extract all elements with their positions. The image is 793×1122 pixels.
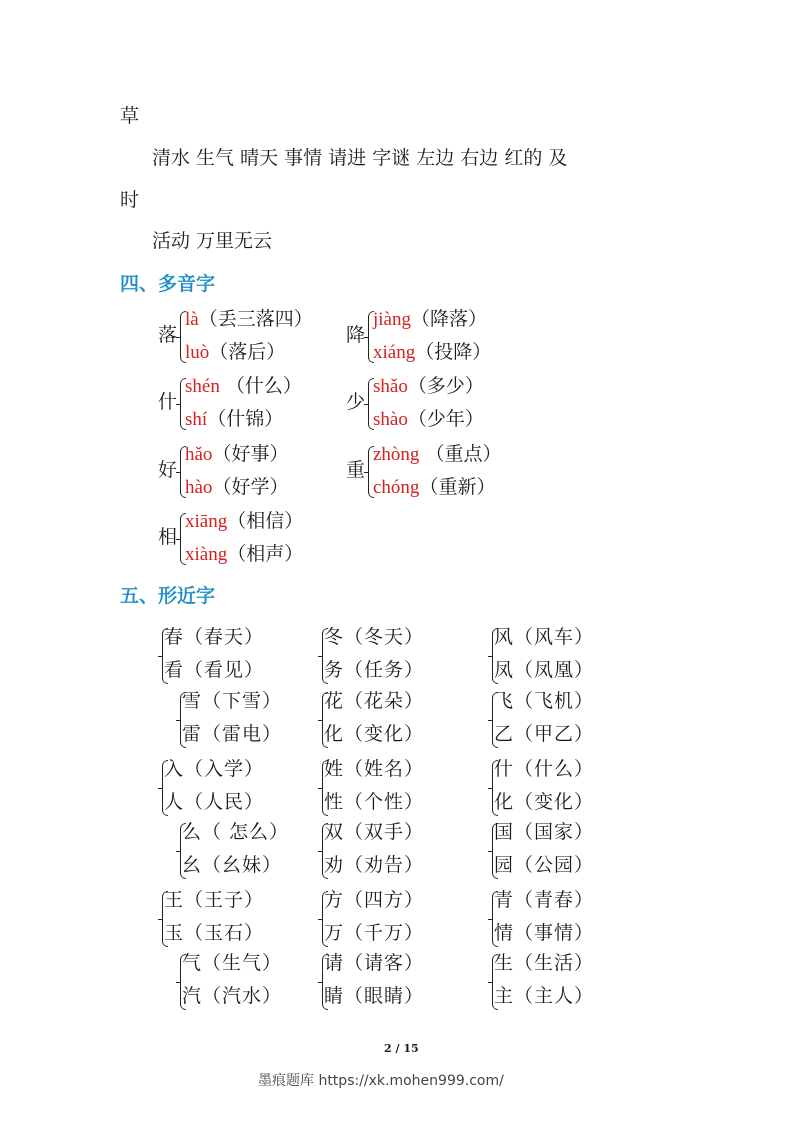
similar-char-item: 雪（下雪）	[182, 690, 283, 712]
example-word: （什锦）	[207, 408, 284, 430]
polyphone-reading	[373, 340, 491, 365]
example-word: （丢三落四）	[198, 308, 313, 330]
similar-char-item: 雷（雷电）	[182, 723, 283, 745]
pinyin: shào	[373, 409, 408, 430]
polyphone-char: 重	[346, 459, 366, 481]
similar-char-item: 万（千万）	[324, 922, 425, 944]
polyphone-reading	[373, 307, 487, 332]
polyphone-char: 相	[158, 526, 178, 548]
pinyin: hào	[185, 477, 213, 498]
similar-char-item: 凤（凤凰）	[494, 659, 595, 681]
polyphone-char: 少	[346, 391, 366, 413]
pinyin: xiāng	[185, 511, 228, 532]
example-word: （重新）	[419, 476, 496, 498]
vocab-line: 清水 生气 晴天 事情 请进 字谜 左边 右边 红的 及	[152, 147, 568, 169]
polyphone-reading	[185, 307, 313, 332]
similar-char-item: 主（主人）	[494, 985, 595, 1007]
polyphone-reading	[185, 407, 283, 432]
polyphone-char: 什	[158, 391, 178, 413]
polyphone-reading	[185, 542, 303, 567]
example-word: （好事）	[212, 443, 289, 465]
similar-char-item: 人（人民）	[164, 791, 265, 813]
similar-char-item: 玉（玉石）	[164, 922, 265, 944]
similar-char-item: 风（风车）	[494, 626, 595, 648]
similar-char-item: 性（个性）	[324, 791, 425, 813]
section-title: 五、形近字	[120, 585, 216, 607]
example-word: （投降）	[415, 341, 492, 363]
polyphone-reading	[185, 475, 288, 500]
similar-char-item: 飞（飞机）	[494, 690, 595, 712]
similar-char-item: 花（花朵）	[324, 690, 425, 712]
similar-char-item: 情（事情）	[494, 922, 595, 944]
pinyin: shén	[185, 376, 220, 397]
vocab-line-tail: 时	[120, 189, 140, 211]
polyphone-reading	[373, 475, 495, 500]
polyphone-char: 好	[158, 459, 178, 481]
similar-char-item: 么（ 怎么）	[182, 821, 290, 843]
similar-char-item: 化（变化）	[494, 791, 595, 813]
similar-char-item: 姓（姓名）	[324, 758, 425, 780]
pinyin: là	[185, 309, 199, 330]
similar-char-item: 幺（幺妹）	[182, 854, 283, 876]
pinyin: xiáng	[373, 342, 416, 363]
polyphone-reading	[185, 509, 303, 534]
polyphone-reading	[373, 407, 484, 432]
example-word: （重点）	[419, 443, 502, 465]
similar-char-item: 方（四方）	[324, 889, 425, 911]
similar-char-item: 园（公园）	[494, 854, 595, 876]
example-word: （好学）	[212, 476, 289, 498]
similar-char-item: 务（任务）	[324, 659, 425, 681]
similar-char-item: 入（入学）	[164, 758, 265, 780]
pinyin: hǎo	[185, 444, 213, 465]
pinyin: jiàng	[373, 309, 411, 330]
polyphone-char: 落	[158, 324, 178, 346]
example-word: （少年）	[407, 408, 484, 430]
similar-char-item: 气（生气）	[182, 952, 283, 974]
example-word: （什么）	[219, 375, 302, 397]
pinyin: xiàng	[185, 544, 228, 565]
footer-text: 墨痕题库 https://xk.mohen999.com/	[258, 1073, 504, 1089]
vocab-line-tail: 草	[120, 105, 140, 127]
page-number: 2 / 15	[384, 1042, 419, 1055]
similar-char-item: 王（王子）	[164, 889, 265, 911]
section-title: 四、多音字	[120, 273, 216, 295]
polyphone-reading	[373, 442, 501, 467]
similar-char-item: 请（请客）	[324, 952, 425, 974]
similar-char-item: 双（双手）	[324, 821, 425, 843]
polyphone-reading	[185, 340, 285, 365]
similar-char-item: 春（春天）	[164, 626, 265, 648]
pinyin: luò	[185, 342, 210, 363]
similar-char-item: 青（青春）	[494, 889, 595, 911]
similar-char-item: 乙（甲乙）	[494, 723, 595, 745]
pinyin: zhòng	[373, 444, 420, 465]
polyphone-reading	[185, 442, 288, 467]
similar-char-item: 汽（汽水）	[182, 985, 283, 1007]
similar-char-item: 生（生活）	[494, 952, 595, 974]
similar-char-item: 劝（劝告）	[324, 854, 425, 876]
example-word: （相信）	[227, 510, 304, 532]
similar-char-item: 睛（眼睛）	[324, 985, 425, 1007]
example-word: （相声）	[227, 543, 304, 565]
polyphone-reading	[373, 374, 484, 399]
polyphone-reading	[185, 374, 302, 399]
similar-char-item: 化（变化）	[324, 723, 425, 745]
pinyin: chóng	[373, 477, 420, 498]
similar-char-item: 冬（冬天）	[324, 626, 425, 648]
pinyin: shí	[185, 409, 208, 430]
polyphone-char: 降	[346, 324, 366, 346]
similar-char-item: 国（国家）	[494, 821, 595, 843]
vocab-line: 活动 万里无云	[152, 230, 273, 252]
similar-char-item: 什（什么）	[494, 758, 595, 780]
example-word: （多少）	[407, 375, 484, 397]
pinyin: shǎo	[373, 376, 408, 397]
example-word: （落后）	[209, 341, 286, 363]
example-word: （降落）	[411, 308, 488, 330]
similar-char-item: 看（看见）	[164, 659, 265, 681]
